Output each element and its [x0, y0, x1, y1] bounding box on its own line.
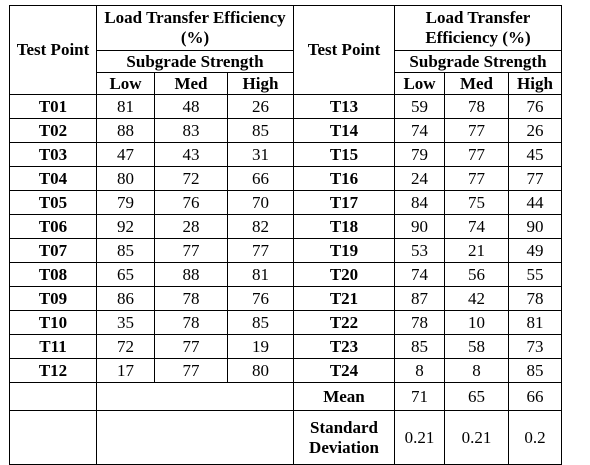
high-value-cell: 85 [228, 311, 294, 335]
empty-cell [97, 383, 294, 411]
med-value-cell: 74 [445, 215, 509, 239]
high-value-cell: 73 [509, 335, 562, 359]
high-value-cell: 76 [509, 95, 562, 119]
low-value-cell: 79 [395, 143, 445, 167]
med-value-cell: 78 [445, 95, 509, 119]
low-value-cell: 85 [97, 239, 155, 263]
low-value-cell: 72 [97, 335, 155, 359]
high-value-cell: 31 [228, 143, 294, 167]
table-row [10, 335, 562, 359]
subgrade-header-right: Subgrade Strength [395, 51, 562, 73]
high-value-cell: 19 [228, 335, 294, 359]
empty-cell [10, 383, 97, 411]
empty-cell [97, 411, 294, 465]
med-value-cell: 21 [445, 239, 509, 263]
med-value-cell: 42 [445, 287, 509, 311]
med-value-cell: 8 [445, 359, 509, 383]
table-row [10, 215, 562, 239]
test-point-cell: T09 [10, 287, 97, 311]
high-value-cell: 85 [509, 359, 562, 383]
med-value-cell: 76 [155, 191, 228, 215]
test-point-cell: T07 [10, 239, 97, 263]
high-value-cell: 80 [228, 359, 294, 383]
table-row [10, 191, 562, 215]
low-value-cell: 74 [395, 119, 445, 143]
low-value-cell: 92 [97, 215, 155, 239]
med-value-cell: 77 [445, 143, 509, 167]
low-value-cell: 59 [395, 95, 445, 119]
high-value-cell: 70 [228, 191, 294, 215]
test-point-cell: T15 [294, 143, 395, 167]
high-value-cell: 90 [509, 215, 562, 239]
high-value-cell: 77 [509, 167, 562, 191]
load-transfer-table [9, 5, 562, 465]
table-row [10, 167, 562, 191]
low-value-cell: 88 [97, 119, 155, 143]
med-value-cell: 43 [155, 143, 228, 167]
low-value-cell: 53 [395, 239, 445, 263]
low-value-cell: 81 [97, 95, 155, 119]
test-point-cell: T04 [10, 167, 97, 191]
med-value-cell: 77 [155, 239, 228, 263]
high-value-cell: 78 [509, 287, 562, 311]
high-value-cell: 81 [228, 263, 294, 287]
med-value-cell: 56 [445, 263, 509, 287]
low-value-cell: 24 [395, 167, 445, 191]
table-row [10, 119, 562, 143]
med-value-cell: 72 [155, 167, 228, 191]
low-value-cell: 65 [97, 263, 155, 287]
med-value-cell: 78 [155, 311, 228, 335]
mean-label: Mean [294, 383, 395, 411]
table-row [10, 287, 562, 311]
high-header-left: High [228, 73, 294, 95]
high-value-cell: 77 [228, 239, 294, 263]
low-header-left: Low [97, 73, 155, 95]
mean-high: 66 [509, 383, 562, 411]
med-header-right: Med [445, 73, 509, 95]
test-point-cell: T12 [10, 359, 97, 383]
low-header-right: Low [395, 73, 445, 95]
subgrade-header-left: Subgrade Strength [97, 51, 294, 73]
low-value-cell: 85 [395, 335, 445, 359]
low-value-cell: 79 [97, 191, 155, 215]
lte-header-left: Load Transfer Efficiency (%) [97, 6, 294, 51]
med-value-cell: 77 [445, 119, 509, 143]
med-value-cell: 58 [445, 335, 509, 359]
empty-cell [10, 411, 97, 465]
test-point-cell: T03 [10, 143, 97, 167]
med-value-cell: 48 [155, 95, 228, 119]
high-value-cell: 76 [228, 287, 294, 311]
test-point-cell: T23 [294, 335, 395, 359]
test-point-cell: T08 [10, 263, 97, 287]
test-point-cell: T10 [10, 311, 97, 335]
high-value-cell: 26 [509, 119, 562, 143]
sd-med: 0.21 [445, 411, 509, 465]
high-value-cell: 66 [228, 167, 294, 191]
low-value-cell: 90 [395, 215, 445, 239]
med-value-cell: 83 [155, 119, 228, 143]
high-value-cell: 55 [509, 263, 562, 287]
med-value-cell: 77 [155, 335, 228, 359]
test-point-cell: T14 [294, 119, 395, 143]
low-value-cell: 86 [97, 287, 155, 311]
table-row [10, 311, 562, 335]
test-point-cell: T05 [10, 191, 97, 215]
high-value-cell: 85 [228, 119, 294, 143]
high-value-cell: 44 [509, 191, 562, 215]
test-point-cell: T02 [10, 119, 97, 143]
mean-low: 71 [395, 383, 445, 411]
low-value-cell: 84 [395, 191, 445, 215]
med-value-cell: 75 [445, 191, 509, 215]
low-value-cell: 47 [97, 143, 155, 167]
high-value-cell: 82 [228, 215, 294, 239]
test-point-cell: T22 [294, 311, 395, 335]
test-point-cell: T24 [294, 359, 395, 383]
test-point-cell: T20 [294, 263, 395, 287]
table-row [10, 359, 562, 383]
sd-low: 0.21 [395, 411, 445, 465]
test-point-cell: T06 [10, 215, 97, 239]
sd-label: Standard Deviation [294, 411, 395, 465]
high-value-cell: 49 [509, 239, 562, 263]
table-row [10, 95, 562, 119]
high-header-right: High [509, 73, 562, 95]
med-value-cell: 88 [155, 263, 228, 287]
test-point-header-right: Test Point [294, 6, 395, 95]
table-row [10, 143, 562, 167]
mean-med: 65 [445, 383, 509, 411]
high-value-cell: 26 [228, 95, 294, 119]
table-row [10, 239, 562, 263]
test-point-cell: T19 [294, 239, 395, 263]
med-value-cell: 77 [445, 167, 509, 191]
high-value-cell: 45 [509, 143, 562, 167]
high-value-cell: 81 [509, 311, 562, 335]
test-point-cell: T11 [10, 335, 97, 359]
test-point-cell: T01 [10, 95, 97, 119]
low-value-cell: 8 [395, 359, 445, 383]
test-point-cell: T13 [294, 95, 395, 119]
test-point-cell: T18 [294, 215, 395, 239]
low-value-cell: 80 [97, 167, 155, 191]
low-value-cell: 78 [395, 311, 445, 335]
test-point-cell: T17 [294, 191, 395, 215]
med-value-cell: 78 [155, 287, 228, 311]
med-value-cell: 10 [445, 311, 509, 335]
table-row [10, 263, 562, 287]
med-value-cell: 77 [155, 359, 228, 383]
test-point-cell: T16 [294, 167, 395, 191]
low-value-cell: 87 [395, 287, 445, 311]
test-point-header-left: Test Point [10, 6, 97, 95]
lte-header-right: Load Transfer Efficiency (%) [395, 6, 562, 51]
low-value-cell: 74 [395, 263, 445, 287]
low-value-cell: 35 [97, 311, 155, 335]
med-header-left: Med [155, 73, 228, 95]
low-value-cell: 17 [97, 359, 155, 383]
sd-high: 0.2 [509, 411, 562, 465]
test-point-cell: T21 [294, 287, 395, 311]
med-value-cell: 28 [155, 215, 228, 239]
